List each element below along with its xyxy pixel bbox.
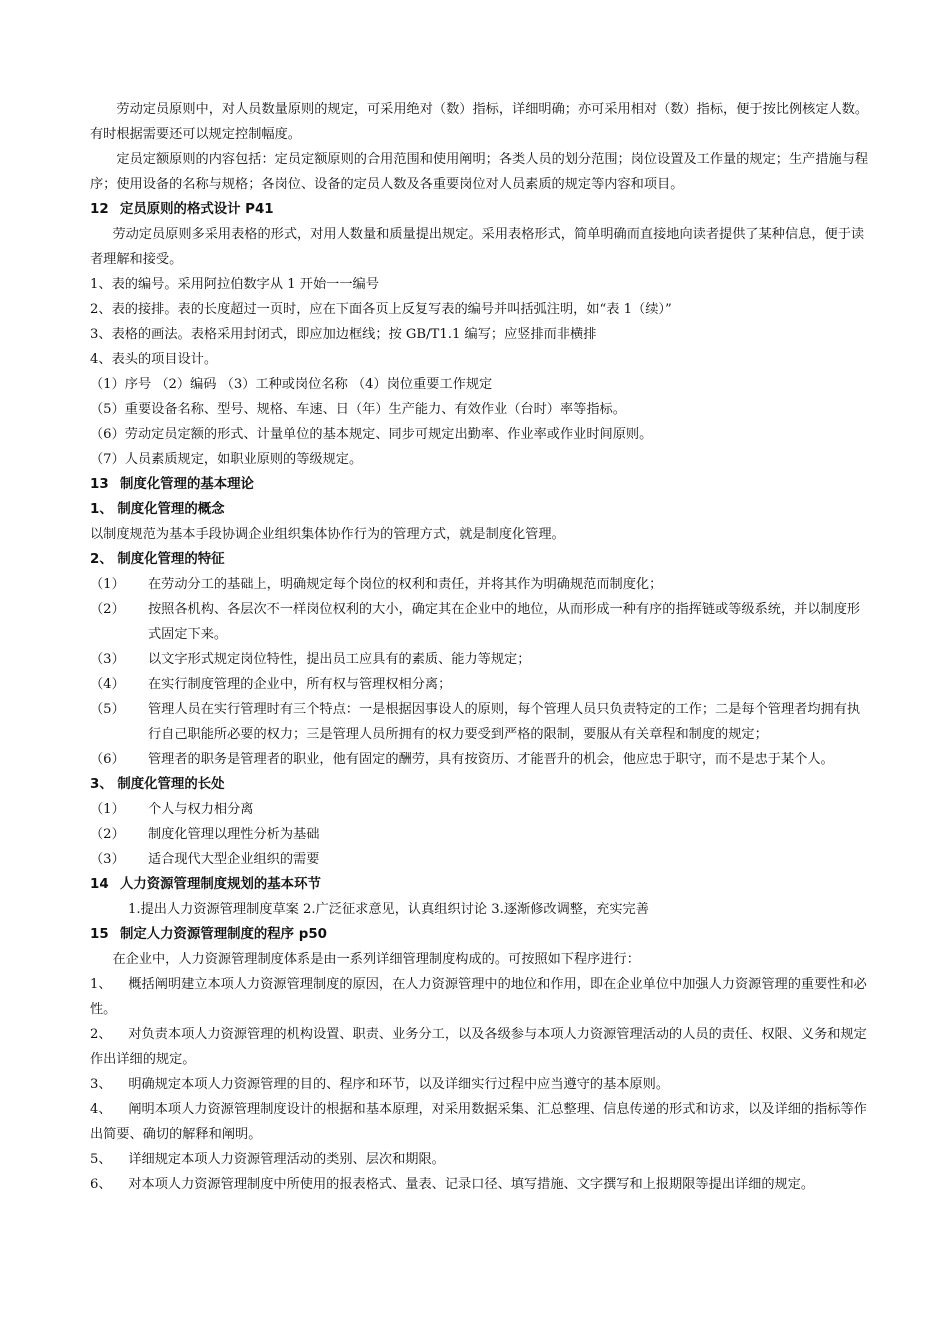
- section-12-line: 4、表头的项目设计。: [90, 352, 218, 367]
- list-item: [90, 797, 870, 822]
- list-item-number: （5）: [90, 702, 125, 717]
- list-item-text: 管理人员在实行管理时有三个特点：一是根据因事设人的原则，每个管理人员只负责特定的工作；二是每个管理者均拥有执行自己职能所必要的权力；三是管理人员所拥有的权力要受到严格的限制，要服从有关章程和制度的规定；: [148, 702, 861, 742]
- list-item-text: 阐明本项人力资源管理制度设计的根据和基本原理，对采用数据采集、汇总整理、信息传递的形式和访求，以及详细的指标等作出简要、确切的解释和阐明。: [90, 1102, 867, 1142]
- section-15-number: 15: [90, 927, 109, 942]
- section-14-title: 人力资源管理制度规划的基本环节: [120, 877, 321, 892]
- section-12-heading: [90, 197, 870, 222]
- list-item-number: （2）: [90, 602, 125, 617]
- list-item: [90, 697, 870, 747]
- list-item-text: 个人与权力相分离: [148, 802, 254, 817]
- list-item-text: 概括阐明建立本项人力资源管理制度的原因，在人力资源管理中的地位和作用，即在企业单位中加强人力资源管理的重要性和必性。: [90, 977, 867, 1017]
- section-12-number: 12: [90, 202, 109, 217]
- section-14-number: 14: [90, 877, 109, 892]
- section-13-sub1-text: 以制度规范为基本手段协调企业组织集体协作行为的管理方式，就是制度化管理。: [90, 527, 565, 542]
- section-15-intro: 在企业中，人力资源管理制度体系是由一系列详细管理制度构成的。可按照如下程序进行：: [112, 952, 640, 967]
- list-item: [90, 1172, 870, 1197]
- list-item: [90, 672, 870, 697]
- section-13-sub3-heading: 3、 制度化管理的长处: [90, 777, 225, 792]
- list-item: [90, 847, 870, 872]
- list-item-number: 5、: [90, 1152, 112, 1167]
- list-item: [90, 1072, 870, 1097]
- paragraph-staffing-quantity: 劳动定员原则中，对人员数量原则的规定，可采用绝对（数）指标，详细明确；亦可采用相对（数）指标，便于按比例核定人数。有时根据需要还可以规定控制幅度。: [90, 102, 869, 142]
- list-item: [90, 822, 870, 847]
- section-12-line: 2、表的接排。表的长度超过一页时，应在下面各页上反复写表的编号并叫括弧注明，如“表 1（续）”: [90, 302, 672, 317]
- section-12-line: （5）重要设备名称、型号、规格、车速、日（年）生产能力、有效作业（台时）率等指标。: [90, 402, 626, 417]
- list-item-number: （4）: [90, 677, 125, 692]
- section-12-line: 1、表的编号。采用阿拉伯数字从 1 开始一一编号: [90, 277, 379, 292]
- list-item: [90, 597, 870, 647]
- section-12-line: （7）人员素质规定，如职业原则的等级规定。: [90, 452, 363, 467]
- list-item-number: （1）: [90, 577, 125, 592]
- list-item-text: 对本项人力资源管理制度中所使用的报表格式、量表、记录口径、填写措施、文字撰写和上报期限等提出详细的规定。: [128, 1177, 815, 1192]
- section-12-title: 定员原则的格式设计 P41: [120, 202, 274, 217]
- section-15-heading: [90, 922, 870, 947]
- list-item-number: （3）: [90, 652, 125, 667]
- list-item-text: 按照各机构、各层次不一样岗位权利的大小，确定其在企业中的地位，从而形成一种有序的指挥链或等级系统，并以制度形式固定下来。: [148, 602, 861, 642]
- list-item: [90, 572, 870, 597]
- section-12-line: （1）序号 （2）编码 （3）工种或岗位名称 （4）岗位重要工作规定: [90, 377, 493, 392]
- section-13-sub2-heading: 2、 制度化管理的特征: [90, 552, 225, 567]
- paragraph-staffing-content: 定员定额原则的内容包括：定员定额原则的合用范围和使用阐明；各类人员的划分范围；岗位设置及工作量的规定；生产措施与程序；使用设备的名称与规格；各岗位、设备的定员人数及各重要岗位对人员素质的规定等内容和项目。: [90, 152, 869, 192]
- list-item-number: 3、: [90, 1077, 112, 1092]
- list-item: [90, 747, 870, 772]
- list-item-text: 在实行制度管理的企业中，所有权与管理权相分离；: [148, 677, 452, 692]
- list-item-text: 以文字形式规定岗位特性，提出员工应具有的素质、能力等规定；: [148, 652, 531, 667]
- section-12-line: （6）劳动定员定额的形式、计量单位的基本规定、同步可规定出勤率、作业率或作业时间原则。: [90, 427, 653, 442]
- section-13-number: 13: [90, 477, 109, 492]
- list-item: [90, 972, 870, 1022]
- list-item-number: （2）: [90, 827, 125, 842]
- section-12-intro: 劳动定员原则多采用表格的形式，对用人数量和质量提出规定。采用表格形式，简单明确而直接地向读者提供了某种信息，便于读者理解和接受。: [90, 227, 865, 267]
- section-14-heading: [90, 872, 870, 897]
- list-item-text: 管理者的职务是管理者的职业，他有固定的酬劳，具有按资历、才能晋升的机会，他应忠于职守，而不是忠于某个人。: [148, 752, 834, 767]
- list-item: [90, 1097, 870, 1147]
- list-item-number: （6）: [90, 752, 125, 767]
- section-13-heading: [90, 472, 870, 497]
- list-item-text: 详细规定本项人力资源管理活动的类别、层次和期限。: [128, 1152, 445, 1167]
- list-item-text: 对负责本项人力资源管理的机构设置、职责、业务分工，以及各级参与本项人力资源管理活动的人员的责任、权限、义务和规定作出详细的规定。: [90, 1027, 867, 1067]
- list-item: [90, 1022, 870, 1072]
- list-item-number: 1、: [90, 977, 112, 992]
- list-item: [90, 647, 870, 672]
- document-page: [90, 97, 870, 1197]
- list-item-text: 适合现代大型企业组织的需要: [148, 852, 320, 867]
- list-item-number: 6、: [90, 1177, 112, 1192]
- list-item-number: （3）: [90, 852, 125, 867]
- list-item: [90, 1147, 870, 1172]
- list-item-number: 2、: [90, 1027, 112, 1042]
- list-item-text: 制度化管理以理性分析为基础: [148, 827, 320, 842]
- section-14-text: 1.提出人力资源管理制度草案 2.广泛征求意见，认真组织讨论 3.逐渐修改调整，充实完善: [128, 902, 649, 917]
- list-item-text: 明确规定本项人力资源管理的目的、程序和环节，以及详细实行过程中应当遵守的基本原则。: [128, 1077, 670, 1092]
- section-12-line: 3、表格的画法。表格采用封闭式，即应加边框线；按 GB/T1.1 编写；应竖排而非横排: [90, 327, 597, 342]
- list-item-number: 4、: [90, 1102, 112, 1117]
- list-item-number: （1）: [90, 802, 125, 817]
- section-13-title: 制度化管理的基本理论: [120, 477, 254, 492]
- section-13-sub1-heading: 1、 制度化管理的概念: [90, 502, 225, 517]
- list-item-text: 在劳动分工的基础上，明确规定每个岗位的权利和责任，并将其作为明确规范而制度化；: [148, 577, 663, 592]
- section-15-title: 制定人力资源管理制度的程序 p50: [120, 927, 327, 942]
